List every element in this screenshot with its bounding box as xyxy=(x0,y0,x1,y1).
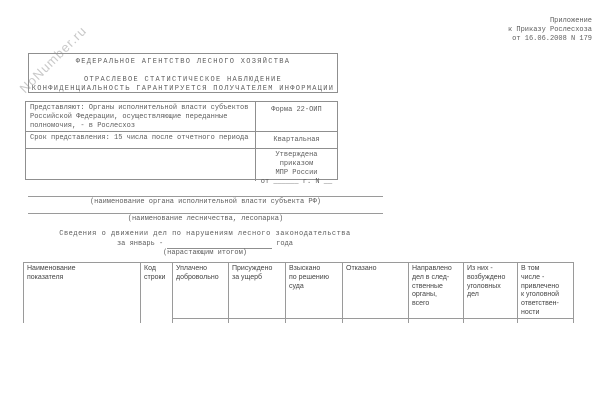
forestry-name-field xyxy=(28,213,383,224)
col-header-criminal-liability: В том числе - привлечено к уголовной ответствен- ности xyxy=(518,263,574,319)
col-header-indicator-name: Наименование показателя xyxy=(24,263,141,319)
authority-name-field xyxy=(28,196,383,207)
cutoff-cell xyxy=(229,319,286,323)
cutoff-cell xyxy=(141,319,173,323)
col-header-paid-voluntarily: Уплачено добровольно xyxy=(173,263,229,319)
report-period-line xyxy=(25,240,385,249)
period-suffix: года xyxy=(276,240,294,248)
cumulative-total-note: (нарастающим итогом) xyxy=(162,249,247,257)
empty-cell xyxy=(26,149,256,181)
col-header-awarded-damages: Присуждено за ущерб xyxy=(229,263,286,319)
cutoff-cell xyxy=(173,319,229,323)
cutoff-cell xyxy=(24,319,141,323)
deadline-cell: Срок представления: 15 числа после отчетного периода xyxy=(26,132,256,149)
agency-header-box: ФЕДЕРАЛЬНОЕ АГЕНТСТВО ЛЕСНОГО ХОЗЯЙСТВА ОТРАСЛЕВОЕ СТАТИСТИЧЕСКОЕ НАБЛЮДЕНИЕ КОНФИДЕНЦИАЛЬНОСТЬ ГАРАНТИРУЕТСЯ ПОЛУЧАТЕЛЕМ ИНФОРМАЦИИ xyxy=(28,53,338,93)
authority-name-caption: (наименование органа исполнительной власти субъекта РФ) xyxy=(89,198,322,206)
periodicity-cell: Квартальная xyxy=(256,132,337,149)
col-header-sent-to-investigation: Направлено дел в след- ственные органы, всего xyxy=(409,263,464,319)
report-title: Сведения о движении дел по нарушениям лесного законодательства xyxy=(59,230,351,238)
order-reference-note: Приложение к Приказу Рослесхоза от 16.06.2008 N 179 xyxy=(507,17,592,43)
watermark-text: NoNumber.ru xyxy=(16,22,90,97)
year-blank-field xyxy=(167,241,272,249)
cutoff-cell xyxy=(518,319,574,323)
report-table-header xyxy=(23,262,574,319)
report-title-block xyxy=(25,230,385,258)
col-header-criminal-cases-opened: Из них - возбуждено уголовных дел xyxy=(464,263,518,319)
period-prefix: за январь - xyxy=(116,240,164,248)
col-header-refused: Отказано xyxy=(343,263,409,319)
cutoff-cell xyxy=(409,319,464,323)
cutoff-cell xyxy=(343,319,409,323)
submitters-cell: Представляют: Органы исполнительной власти субъектов Российской Федерации, осуществляющие переданные полномочия, - в Рослесхоз xyxy=(26,102,256,132)
cutoff-cell xyxy=(286,319,343,323)
col-header-recovered-by-court: Взыскано по решению суда xyxy=(286,263,343,319)
form-info-table xyxy=(25,101,338,186)
form-code-cell: Форма 22-ОИП xyxy=(256,102,337,132)
table-cutoff-row xyxy=(23,319,574,323)
cutoff-cell xyxy=(464,319,518,323)
col-header-line-code: Код строки xyxy=(141,263,173,319)
approved-note-cell: Утверждена приказом МПР России от ______ г. N __ xyxy=(260,151,333,186)
forestry-name-caption: (наименование лесничества, лесопарка) xyxy=(127,215,284,223)
